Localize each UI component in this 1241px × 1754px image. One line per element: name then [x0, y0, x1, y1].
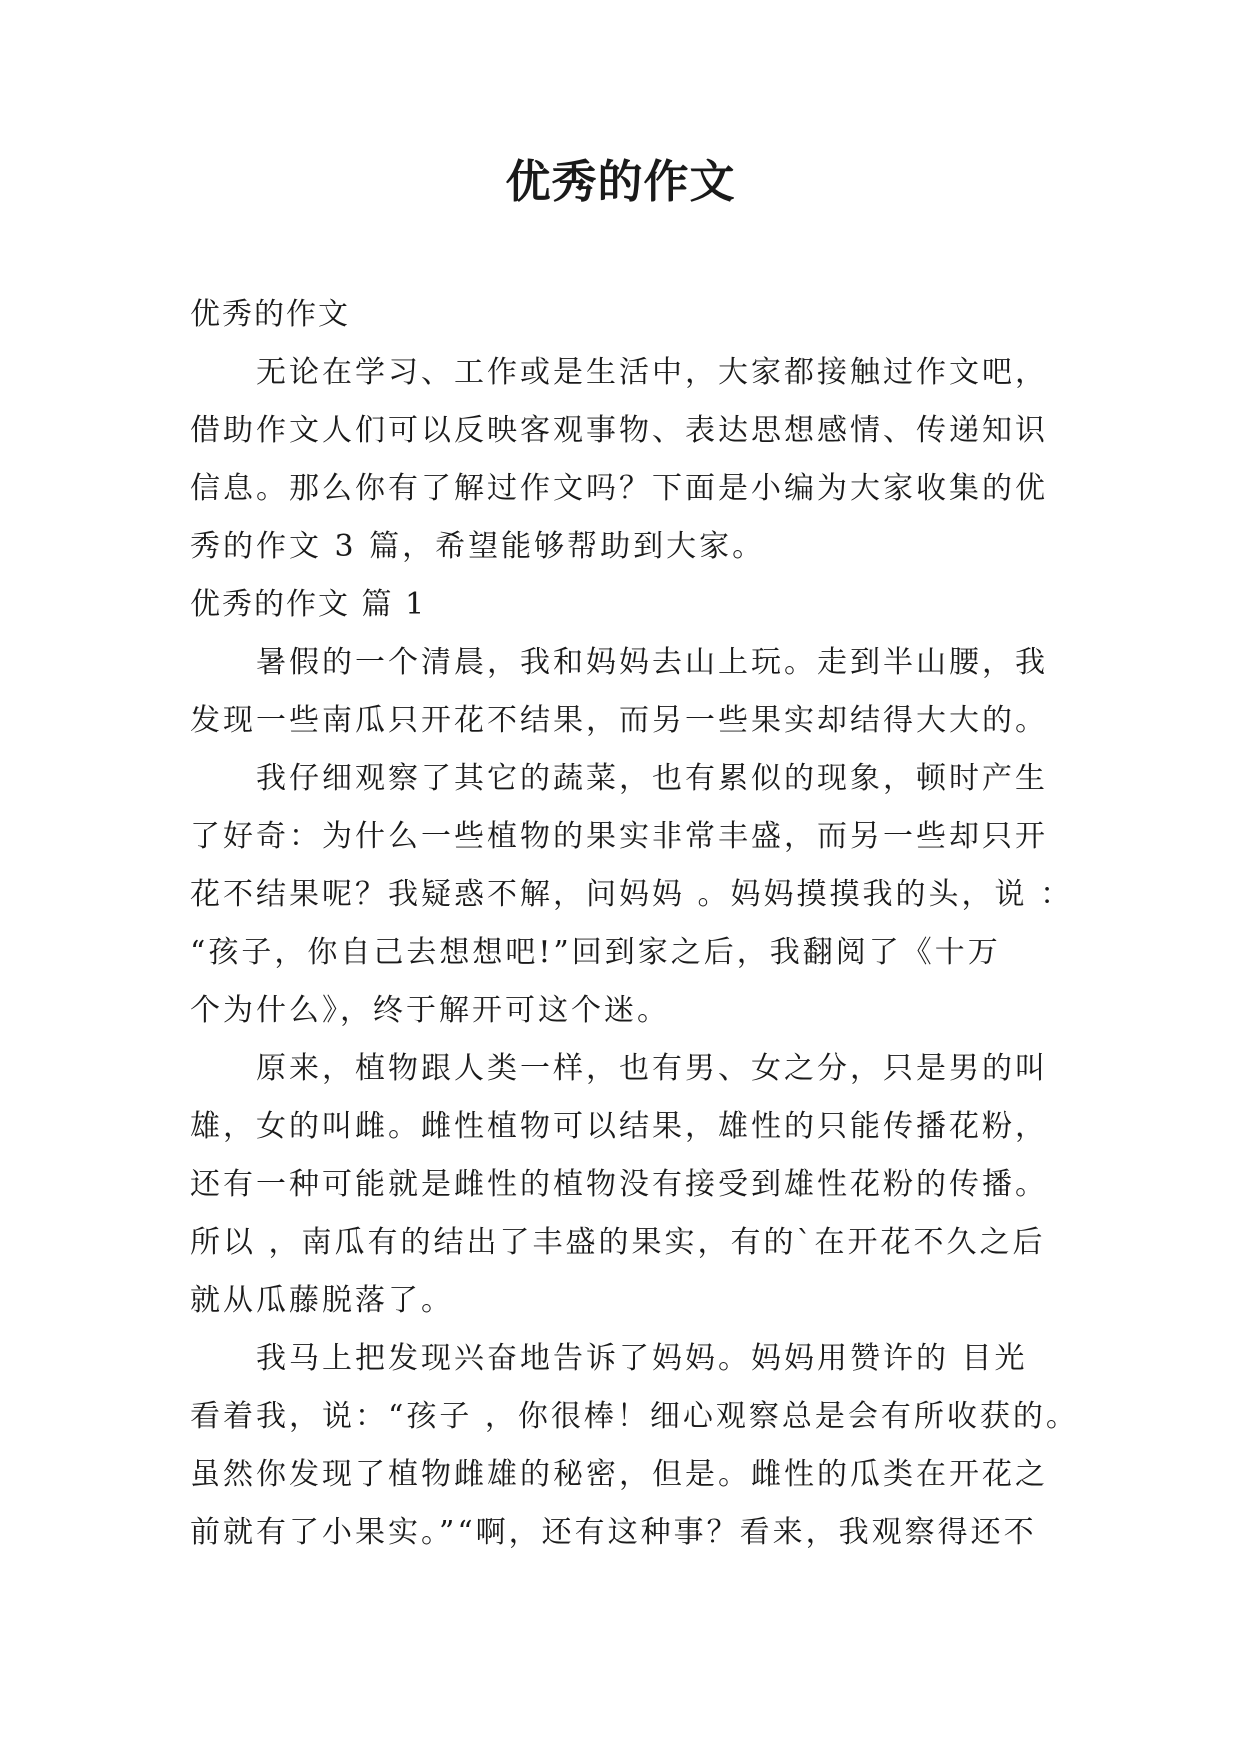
text-line: 了好奇：为什么一些植物的果实非常丰盛，而另一些却只开 — [190, 819, 1048, 854]
text-line: 还有一种可能就是雌性的植物没有接受到雄性花粉的传播。 — [190, 1167, 1048, 1202]
text-line: 前就有了小果实。”“啊，还有这种事？看来，我观察得还不 — [190, 1515, 1037, 1550]
text-line: 我马上把发现兴奋地告诉了妈妈。妈妈用赞许的 目光 — [256, 1341, 1028, 1376]
text-line: “孩子，你自己去想想吧!”回到家之后，我翻阅了《十万 — [190, 935, 1001, 970]
document-title: 优秀的作文 — [505, 155, 736, 208]
text-line: 暑假的一个清晨，我和妈妈去山上玩。走到半山腰，我 — [256, 645, 1048, 680]
text-line: 无论在学习、工作或是生活中，大家都接触过作文吧， — [256, 355, 1048, 390]
text-line: 所以 ，南瓜有的结出了丰盛的果实，有的`在开花不久之后 — [190, 1225, 1046, 1260]
text-line: 花不结果呢？我疑惑不解，问妈妈 。妈妈摸摸我的头，说 ： — [190, 877, 1074, 912]
text-line: 秀的作文 3 篇，希望能够帮助到大家。 — [190, 529, 766, 564]
text-line: 发现一些南瓜只开花不结果，而另一些果实却结得大大的。 — [190, 703, 1048, 738]
text-line: 我仔细观察了其它的蔬菜，也有累似的现象，顿时产生 — [256, 761, 1048, 796]
document-body — [190, 286, 1079, 1562]
text-line: 就从瓜藤脱落了。 — [190, 1283, 454, 1318]
section-heading: 优秀的作文 篇 1 — [190, 587, 427, 622]
text-line: 虽然你发现了植物雌雄的秘密，但是。雌性的瓜类在开花之 — [190, 1457, 1048, 1492]
text-line: 信息。那么你有了解过作文吗？下面是小编为大家收集的优 — [190, 471, 1048, 506]
text-line: 借助作文人们可以反映客观事物、表达思想感情、传递知识 — [190, 413, 1048, 448]
text-line: 原来，植物跟人类一样，也有男、女之分，只是男的叫 — [256, 1051, 1048, 1086]
section-heading: 优秀的作文 — [190, 297, 350, 332]
text-line: 个为什么》，终于解开可这个迷。 — [190, 993, 670, 1028]
text-line: 雄，女的叫雌。雌性植物可以结果，雄性的只能传播花粉， — [190, 1109, 1048, 1144]
text-line: 看着我，说：“孩子 ，你很棒！细心观察总是会有所收获的。 — [190, 1399, 1079, 1434]
